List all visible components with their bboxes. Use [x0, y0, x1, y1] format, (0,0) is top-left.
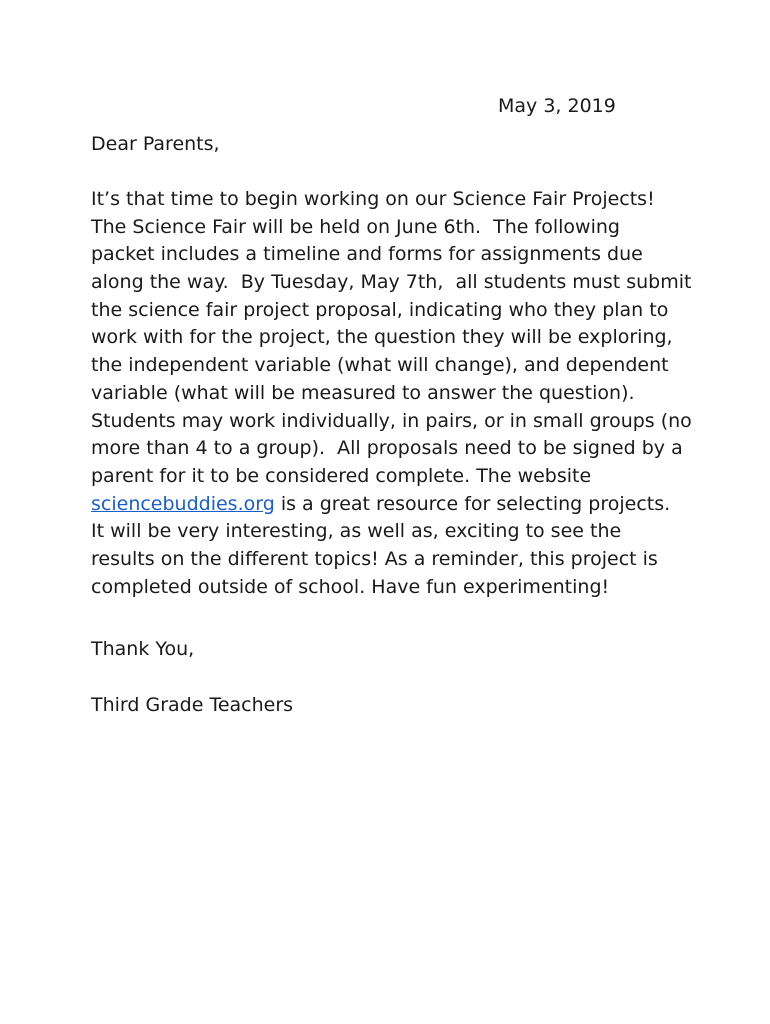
body-line: results on the different topics! As a reminder, this project is	[91, 547, 658, 570]
sciencebuddies-link[interactable]: sciencebuddies.org	[91, 492, 275, 515]
link-line-rest: is a great resource for selecting projects.	[274, 492, 671, 515]
body-line: It will be very interesting, as well as, exciting to see the	[91, 520, 622, 543]
body-line: work with for the project, the question they will be exploring,	[91, 326, 673, 349]
body-line: The Science Fair will be held on June 6th. The following	[91, 215, 620, 238]
body-line: variable (what will be measured to answer the question).	[91, 381, 635, 404]
letter-closing: Thank You,	[91, 638, 195, 660]
letter-signature: Third Grade Teachers	[91, 694, 294, 716]
body-line: along the way. By Tuesday, May 7th, all students must submit	[91, 271, 692, 294]
body-line: It’s that time to begin working on our Science Fair Projects!	[91, 188, 655, 210]
body-line: parent for it to be considered complete. The website	[91, 464, 592, 487]
body-line: completed outside of school. Have fun experimenting!	[91, 575, 610, 598]
letter-body	[91, 186, 691, 601]
body-line: packet includes a timeline and forms for assignments due	[91, 243, 643, 266]
body-line: the independent variable (what will change), and dependent	[91, 354, 669, 377]
letter-greeting: Dear Parents,	[91, 133, 220, 155]
letter-date: May 3, 2019	[498, 95, 616, 117]
body-line: the science fair project proposal, indicating who they plan to	[91, 298, 669, 321]
body-line: Students may work individually, in pairs, or in small groups (no	[91, 409, 692, 432]
body-line: more than 4 to a group). All proposals need to be signed by a	[91, 437, 683, 460]
body-line-with-link	[91, 491, 691, 519]
